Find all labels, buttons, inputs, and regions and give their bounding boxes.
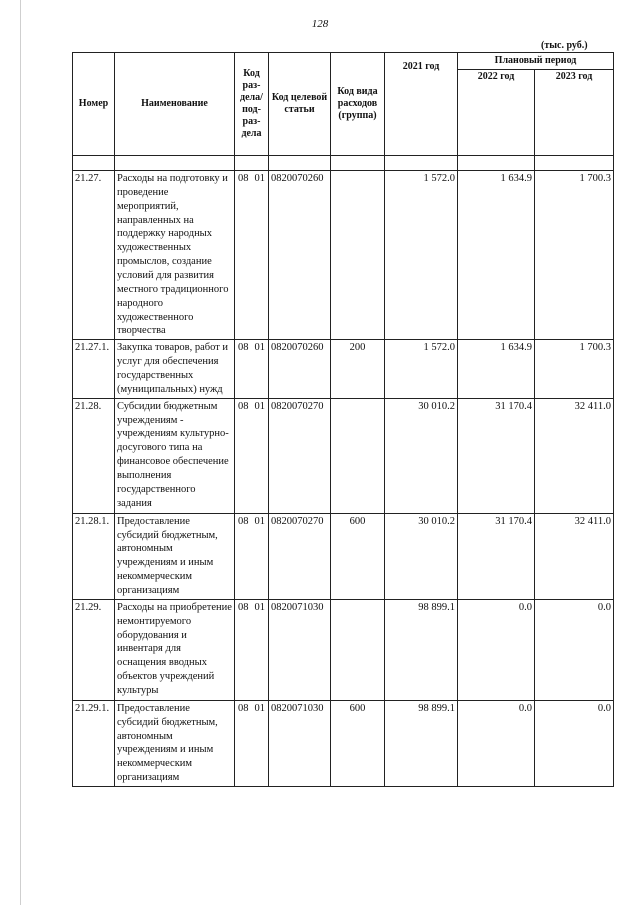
header-2022: 2022 год — [458, 70, 535, 156]
row-name: Предоставление субсидий бюджетным, автономным учреждениям и иным некоммерческим организациям — [115, 700, 235, 786]
header-vid: Код вида расходов (группа) — [331, 53, 385, 156]
row-2022: 31 170.4 — [458, 513, 535, 599]
row-vid: 600 — [331, 513, 385, 599]
scan-margin-line — [20, 0, 21, 905]
row-number: 21.29. — [73, 599, 115, 700]
row-2023: 0.0 — [535, 700, 614, 786]
header-planoviy: Плановый период — [458, 53, 614, 70]
row-celevaya: 0820071030 — [269, 700, 331, 786]
row-name: Закупка товаров, работ и услуг для обеспечения государственных (муниципальных) нужд — [115, 340, 235, 398]
table-row — [73, 340, 614, 398]
row-celevaya: 0820071030 — [269, 599, 331, 700]
table-row — [73, 398, 614, 513]
row-2021: 98 899.1 — [385, 599, 458, 700]
row-name: Расходы на подготовку и проведение мероприятий, направленных на поддержку народных художественных промыслов, создание условий для развития местного традиционного народного художественного творчества — [115, 171, 235, 340]
header-nomer: Номер — [73, 53, 115, 156]
row-vid: 600 — [331, 700, 385, 786]
row-vid — [331, 398, 385, 513]
table-row — [73, 513, 614, 599]
table-row — [73, 599, 614, 700]
row-razdel: 08 01 — [235, 398, 269, 513]
header-razdel: Код раз-дела/ под-раз-дела — [235, 53, 269, 156]
row-2023: 1 700.3 — [535, 171, 614, 340]
page-number: 128 — [311, 18, 329, 30]
row-vid — [331, 171, 385, 340]
table-row — [73, 171, 614, 340]
row-name: Субсидии бюджетным учреждениям - учреждениям культурно-досугового типа на финансовое обеспечение выполнения государственного задания — [115, 398, 235, 513]
row-razdel: 08 01 — [235, 599, 269, 700]
units-label: (тыс. руб.) — [541, 40, 588, 51]
header-2023: 2023 год — [535, 70, 614, 156]
row-2023: 32 411.0 — [535, 513, 614, 599]
row-2021: 30 010.2 — [385, 398, 458, 513]
row-2022: 0.0 — [458, 700, 535, 786]
row-name: Предоставление субсидий бюджетным, автономным учреждениям и иным некоммерческим организациям — [115, 513, 235, 599]
row-2023: 32 411.0 — [535, 398, 614, 513]
row-2022: 1 634.9 — [458, 340, 535, 398]
row-celevaya: 0820070270 — [269, 513, 331, 599]
row-vid: 200 — [331, 340, 385, 398]
row-2021: 1 572.0 — [385, 171, 458, 340]
table-row — [73, 700, 614, 786]
row-2021: 1 572.0 — [385, 340, 458, 398]
header-2021: 2021 год — [385, 53, 458, 156]
row-razdel: 08 01 — [235, 513, 269, 599]
row-celevaya: 0820070270 — [269, 398, 331, 513]
row-vid — [331, 599, 385, 700]
row-2023: 1 700.3 — [535, 340, 614, 398]
row-number: 21.27. — [73, 171, 115, 340]
row-celevaya: 0820070260 — [269, 171, 331, 340]
header-name: Наименование — [115, 53, 235, 156]
row-razdel: 08 01 — [235, 700, 269, 786]
budget-table — [72, 52, 614, 787]
header-row-1 — [73, 53, 614, 70]
row-2021: 98 899.1 — [385, 700, 458, 786]
row-2022: 31 170.4 — [458, 398, 535, 513]
row-razdel: 08 01 — [235, 340, 269, 398]
row-celevaya: 0820070260 — [269, 340, 331, 398]
row-number: 21.27.1. — [73, 340, 115, 398]
row-2022: 1 634.9 — [458, 171, 535, 340]
row-name: Расходы на приобретение немонтируемого оборудования и инвентаря для оснащения вводных объектов учреждений культуры — [115, 599, 235, 700]
row-2022: 0.0 — [458, 599, 535, 700]
row-2023: 0.0 — [535, 599, 614, 700]
spacer-row — [73, 156, 614, 171]
row-number: 21.28. — [73, 398, 115, 513]
row-number: 21.28.1. — [73, 513, 115, 599]
header-celevaya: Код целевой статьи — [269, 53, 331, 156]
row-number: 21.29.1. — [73, 700, 115, 786]
row-razdel: 08 01 — [235, 171, 269, 340]
row-2021: 30 010.2 — [385, 513, 458, 599]
